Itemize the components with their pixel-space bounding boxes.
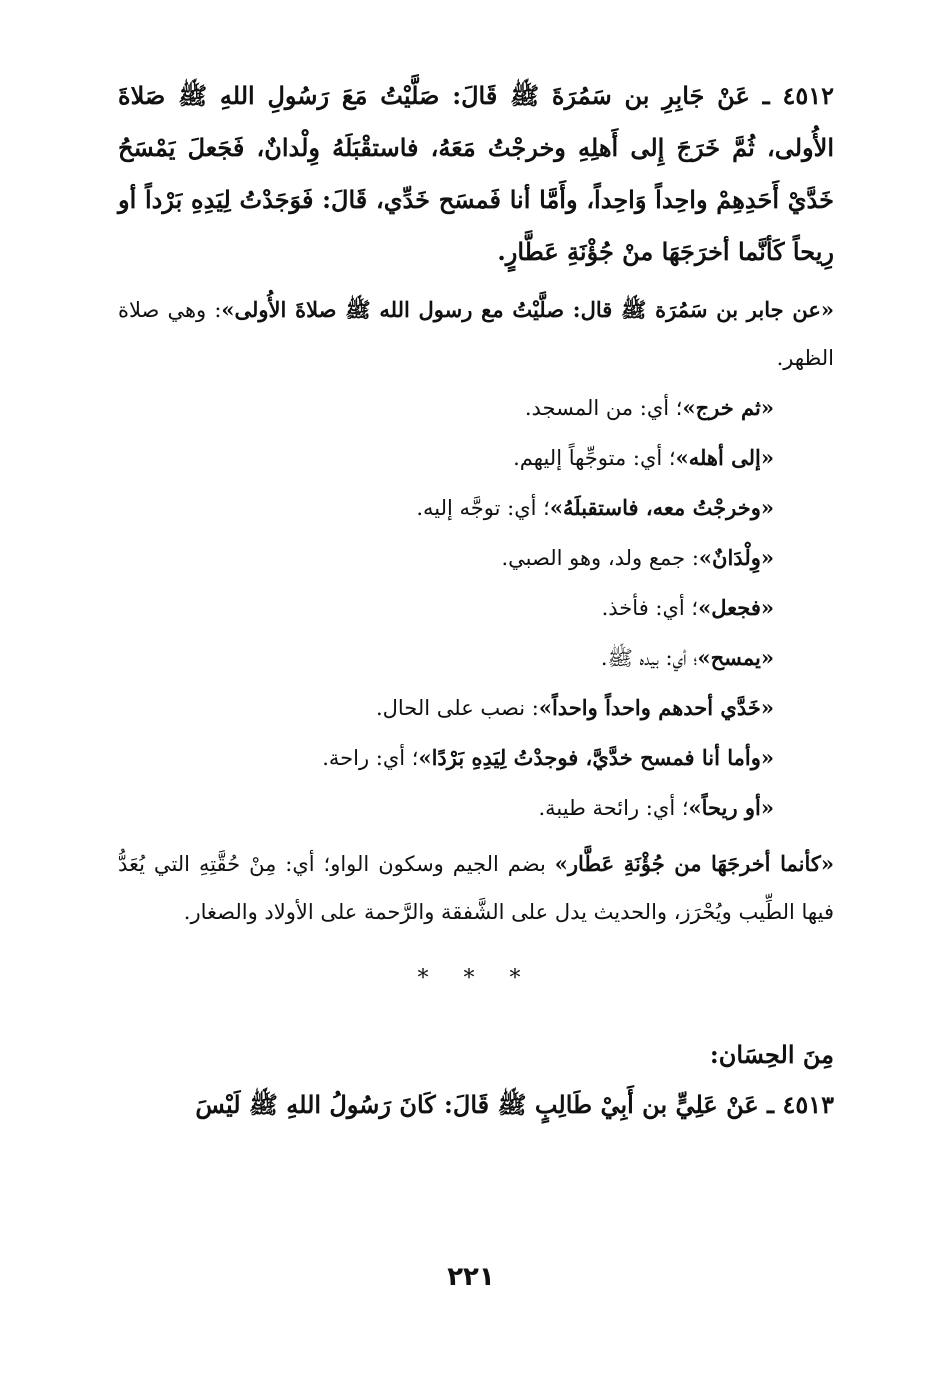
commentary-item-text: ؛ أي: من المسجد. (524, 396, 683, 420)
commentary-item-quote: «خَدَّي أحدهم واحداً واحداً» (538, 695, 774, 720)
commentary-item (118, 534, 834, 582)
commentary-item-quote: «أو ريحاً» (688, 795, 774, 820)
commentary-intro-quote: «عن جابر بن سَمُرَة ﷺ قال: صلَّيْتُ مع رسول الله ﷺ صلاةَ الأُولى» (221, 297, 834, 322)
commentary-item-quote: «إلى أهله» (675, 445, 774, 470)
commentary-item (118, 584, 834, 632)
commentary-intro (118, 286, 834, 382)
commentary-item-text: ؛ أي: متوجِّهاً إليهم. (513, 446, 676, 470)
commentary-item-text: : نصب على الحال. (375, 696, 539, 720)
commentary-item-quote: «يمسح» (697, 645, 774, 670)
commentary-item-quote: «وأما أنا فمسح خدَّيَّ، فوجدْتُ لِيَدِهِ بَرْدًا» (418, 745, 774, 770)
commentary-item-text: ؛ أي: راحة. (322, 746, 419, 770)
commentary-item-quote: «فجعل» (698, 595, 774, 620)
commentary-item-quote: «وخرجْتُ معه، فاستقبلَهُ» (549, 495, 774, 520)
commentary-item (118, 784, 834, 832)
commentary-item (118, 384, 834, 432)
commentary-item (118, 734, 834, 782)
commentary-item-text: ؛ أي: بيده ﷺ. (600, 646, 698, 670)
commentary-item-quote: «وِلْدَانٌ» (698, 545, 774, 570)
commentary-item (118, 484, 834, 532)
commentary-item-text: ؛ أي: رائحة طيبة. (538, 796, 689, 820)
page-number: ٢٢١ (447, 1262, 495, 1292)
commentary-item-quote: «ثم خرج» (682, 395, 774, 420)
page-body (118, 70, 834, 1131)
hadith-4513: ٤٥١٣ ـ عَنْ عَلِيٍّ بن أَبِيْ طَالِبٍ ﷺ قَالَ: كَانَ رَسُولُ اللهِ ﷺ لَيْسَ (195, 1090, 834, 1119)
hadith-4512: ٤٥١٢ ـ عَنْ جَابِرِ بن سَمُرَةَ ﷺ قَالَ: صَلَّيْتُ مَعَ رَسُولِ اللهِ ﷺ صَلاةَ الأُولى، ثُمَّ خَرَجَ إِلى أَهلِهِ وخرجْتُ مَعَهُ، فاستقْبَلَهُ وِلْدانٌ، فَجَعلَ يَمْسَحُ خَدَّيْ أَحَدِهِمْ واحِداً وَاحِداً، وأَمَّا أنا فَمسَح خَدِّي، قَالَ: فَوَجَدْتُ لِيَدِهِ بَرْداً أو رِيحاً كَأنَّما أخرَجَهَا منْ جُؤْنَةِ عَطَّارٍ. (118, 81, 834, 266)
commentary-final-text: بضم الجيم وسكون الواو؛ أي: مِنْ حُقَّتِهِ التي يُعَدُّ فيها الطِّيب ويُحْرَز، والحديث يدل على الشَّفقة والرَّحمة على الأولاد والصغار. (118, 852, 834, 924)
commentary-item-text: ؛ أي: فأخذ. (601, 596, 699, 620)
section-separator: * * * (417, 966, 535, 991)
commentary-final (118, 840, 834, 936)
commentary-item (118, 684, 834, 732)
commentary-item-text: ؛ أي: توجَّه إليه. (416, 496, 550, 520)
commentary-final-quote: «كأنما أخرجَهَا من جُؤْنَةِ عَطَّار» (554, 851, 834, 876)
commentary-intro-text: : وهي صلاة الظهر. (118, 298, 834, 370)
commentary-item (118, 434, 834, 482)
commentary-item (118, 634, 834, 682)
commentary-item-text: : جمع ولد، وهو الصبي. (501, 546, 699, 570)
section-heading: مِنَ الحِسَان: (709, 1040, 834, 1069)
